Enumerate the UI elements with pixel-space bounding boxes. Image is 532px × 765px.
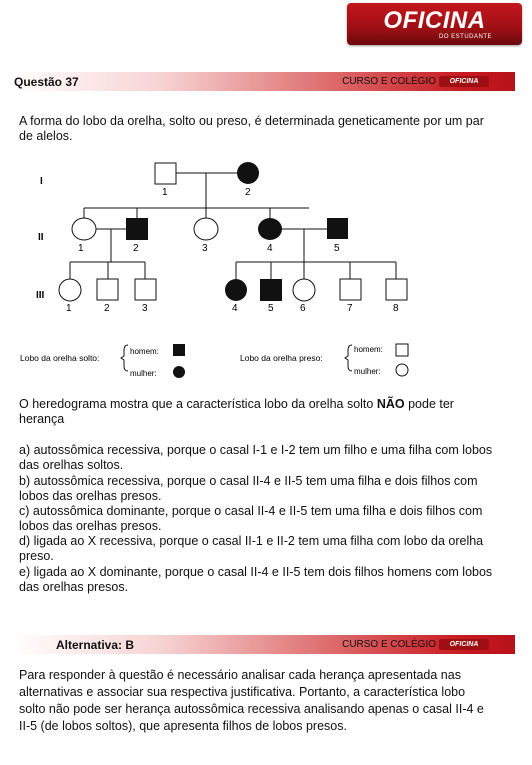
label-i-1: 1 (162, 187, 168, 198)
option-a: a) autossômica recessiva, porque o casal I-1 e I-2 tem um filho e uma filha com lobos das orelhas soltos. (19, 443, 493, 472)
legend-free-male-symbol (173, 344, 185, 356)
legend-attached-title: Lobo da orelha preso: (240, 353, 323, 363)
legend-free-female-symbol (173, 366, 185, 378)
label-ii-5: 5 (334, 243, 340, 254)
school-label: CURSO E COLÉGIO (342, 76, 436, 87)
individual-iii-7-male-attached (340, 279, 361, 300)
question-statement (19, 397, 494, 427)
individual-iii-2-male-attached (97, 279, 118, 300)
individual-ii-5-male-free (327, 218, 348, 239)
individual-iii-6-female-attached (293, 279, 315, 301)
legend-attached-female-symbol (396, 364, 408, 376)
generation-label-i: I (40, 176, 43, 187)
question-intro: A forma do lobo da orelha, solto ou preso, é determinada geneticamente por um par de alelos. (19, 114, 484, 143)
statement-text-end: pode ter herança (19, 397, 454, 426)
label-iii-5: 5 (268, 303, 274, 314)
option-b: b) autossômica recessiva, porque o casal II-4 e II-5 tem uma filha e dois filhos com lobos das orelhas presos. (19, 474, 478, 503)
label-iii-8: 8 (393, 303, 399, 314)
label-ii-1: 1 (78, 243, 84, 254)
statement-emphasis: NÃO (376, 397, 405, 411)
pedigree-lines (70, 173, 396, 371)
individual-iii-5-male-free (260, 279, 282, 301)
individual-iii-3-male-attached (135, 279, 156, 300)
individual-ii-1-female-attached (72, 218, 96, 240)
label-iii-3: 3 (142, 303, 148, 314)
individual-iii-1-female-attached (59, 279, 81, 301)
individual-ii-3-female-attached (194, 218, 218, 240)
question-number: Questão 37 (14, 75, 79, 89)
individual-ii-2-male-free (126, 218, 148, 240)
individual-iii-4-female-free (225, 279, 247, 301)
individual-i-2-female-free (237, 162, 259, 184)
legend-attached-male-symbol (396, 344, 408, 356)
label-ii-3: 3 (202, 243, 208, 254)
answer-badge: OFICINA (439, 639, 489, 650)
logo-title: OFICINA (383, 7, 486, 34)
individual-ii-4-female-free (258, 218, 282, 240)
generation-label-ii: II (38, 232, 44, 243)
individual-iii-8-male-attached (386, 279, 407, 300)
label-i-2: 2 (245, 187, 251, 198)
legend-attached-male-label: homem: (354, 345, 383, 354)
legend-free-female-label: mulher: (130, 369, 157, 378)
answer-header-bar (10, 635, 515, 654)
answer-label: Alternativa: B (56, 638, 135, 652)
label-iii-6: 6 (300, 303, 306, 314)
label-iii-7: 7 (347, 303, 353, 314)
header-badge: OFICINA (439, 76, 489, 87)
generation-label-iii: III (36, 290, 45, 301)
option-d: d) ligada ao X recessiva, porque o casal II-1 e II-2 tem uma filha com lobo da orelha preso. (19, 534, 484, 563)
legend-free-male-label: homem: (130, 347, 159, 356)
statement-text: O heredograma mostra que a característica lobo da orelha solto (19, 397, 377, 411)
answer-explanation: Para responder à questão é necessário analisar cada herança apresentada nas alternativas e associar sua respectiva justificativa. Portanto, a característica lobo solto não pode ser herança autossômica recessiva analisando apenas o casal II-4 e II-5 (de lobos soltos), que apresenta filhos de lobos presos. (19, 668, 484, 733)
label-iii-2: 2 (104, 303, 110, 314)
legend-attached-female-label: mulher: (354, 367, 381, 376)
label-ii-2: 2 (133, 243, 139, 254)
option-c: c) autossômica dominante, porque o casal II-4 e II-5 tem uma filha e dois filhos com lobos das orelhas presos. (19, 504, 483, 533)
answer-school-label: CURSO E COLÉGIO (342, 639, 436, 650)
legend-free-title: Lobo da orelha solto: (20, 353, 100, 363)
option-e: e) ligada ao X dominante, porque o casal II-4 e II-5 tem dois filhos homens com lobos das orelhas presos. (19, 565, 493, 594)
individual-i-1-male-attached (155, 163, 176, 184)
label-ii-4: 4 (267, 243, 273, 254)
label-iii-1: 1 (66, 303, 72, 314)
label-iii-4: 4 (232, 303, 238, 314)
logo-subtitle: DO ESTUDANTE (438, 34, 492, 40)
